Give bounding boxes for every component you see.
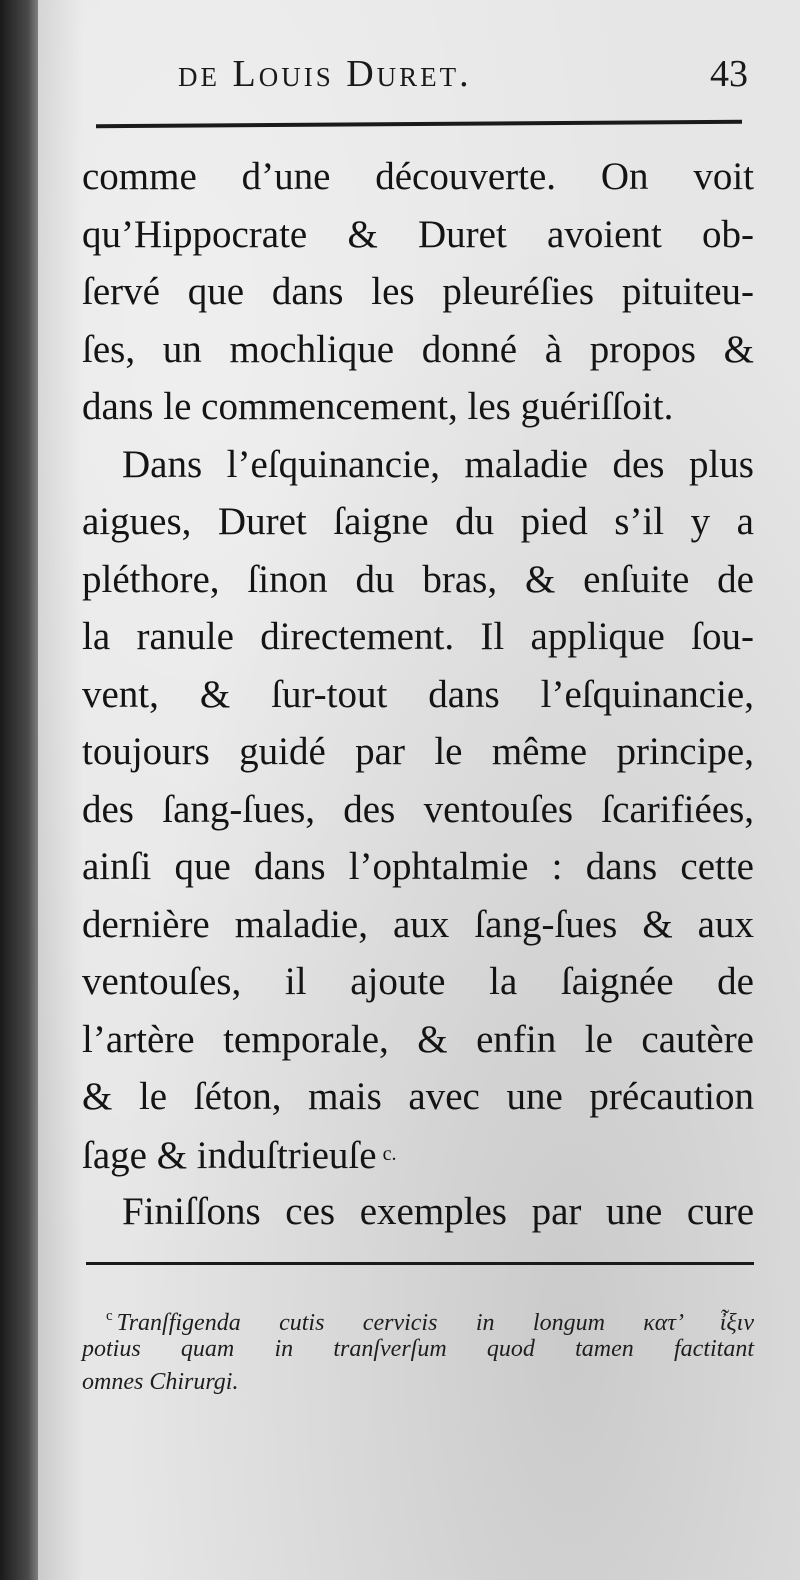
running-title: de Louis Duret. [178, 53, 472, 95]
text-line: des ſang-ſues, des ventouſes ſcarifiées, [82, 787, 754, 831]
header-rule [96, 120, 742, 129]
footnote-line: omnes Chirurgi. [82, 1369, 239, 1395]
text-line: & le ſéton, mais avec une précaution [82, 1075, 754, 1118]
body-text [82, 148, 754, 1241]
text-line: comme d’une découverte. On voit [82, 155, 754, 198]
footnote-marker: c [106, 1308, 113, 1324]
running-head [178, 52, 748, 108]
text-line: dernière maladie, aux ſang-ſues & aux [82, 902, 754, 946]
text-line-content: ſage & induſtrieuſe [82, 1133, 377, 1177]
book-page [38, 0, 800, 1580]
footnote-reference: c. [382, 1142, 397, 1165]
text-line: dans le commencement, les guériſſoit. [82, 385, 674, 428]
text-line: aigues, Duret ſaigne du pied s’il y a [82, 500, 754, 543]
page-gutter-shadow [0, 0, 40, 1580]
text-line: la ranule directement. Il applique ſou- [82, 615, 754, 658]
text-line-with-footnote-ref [82, 1126, 754, 1184]
text-line: vent, & ſur-tout dans l’eſquinancie, [82, 672, 754, 716]
text-line: ſervé que dans les pleuréſies pituiteu- [82, 270, 754, 313]
text-line: ainſi que dans l’ophtalmie : dans cette [82, 845, 754, 888]
text-line: toujours guidé par le même principe, [82, 730, 754, 773]
page-number: 43 [710, 53, 748, 95]
footnote [82, 1300, 754, 1399]
text-line: Finiſſons ces exemples par une cure [122, 1190, 754, 1233]
text-line: l’artère temporale, & enfin le cautère [82, 1017, 754, 1061]
footnote-line-content: Tranſfigenda cutis cervicis in longum κατ’ ἶξιν [116, 1310, 754, 1336]
text-line: qu’Hippocrate & Duret avoient ob- [82, 212, 754, 256]
text-line: ventouſes, il ajoute la ſaignée de [82, 960, 754, 1003]
footnote-rule [86, 1262, 754, 1265]
text-line: ſes, un mochlique donné à propos & [82, 327, 754, 371]
text-line: pléthore, ſinon du bras, & enſuite de [82, 557, 754, 601]
footnote-line: potius quam in tranſverſum quod tamen factitant [82, 1336, 754, 1362]
text-line: Dans l’eſquinancie, maladie des plus [122, 442, 754, 486]
footnote-line [82, 1300, 754, 1336]
